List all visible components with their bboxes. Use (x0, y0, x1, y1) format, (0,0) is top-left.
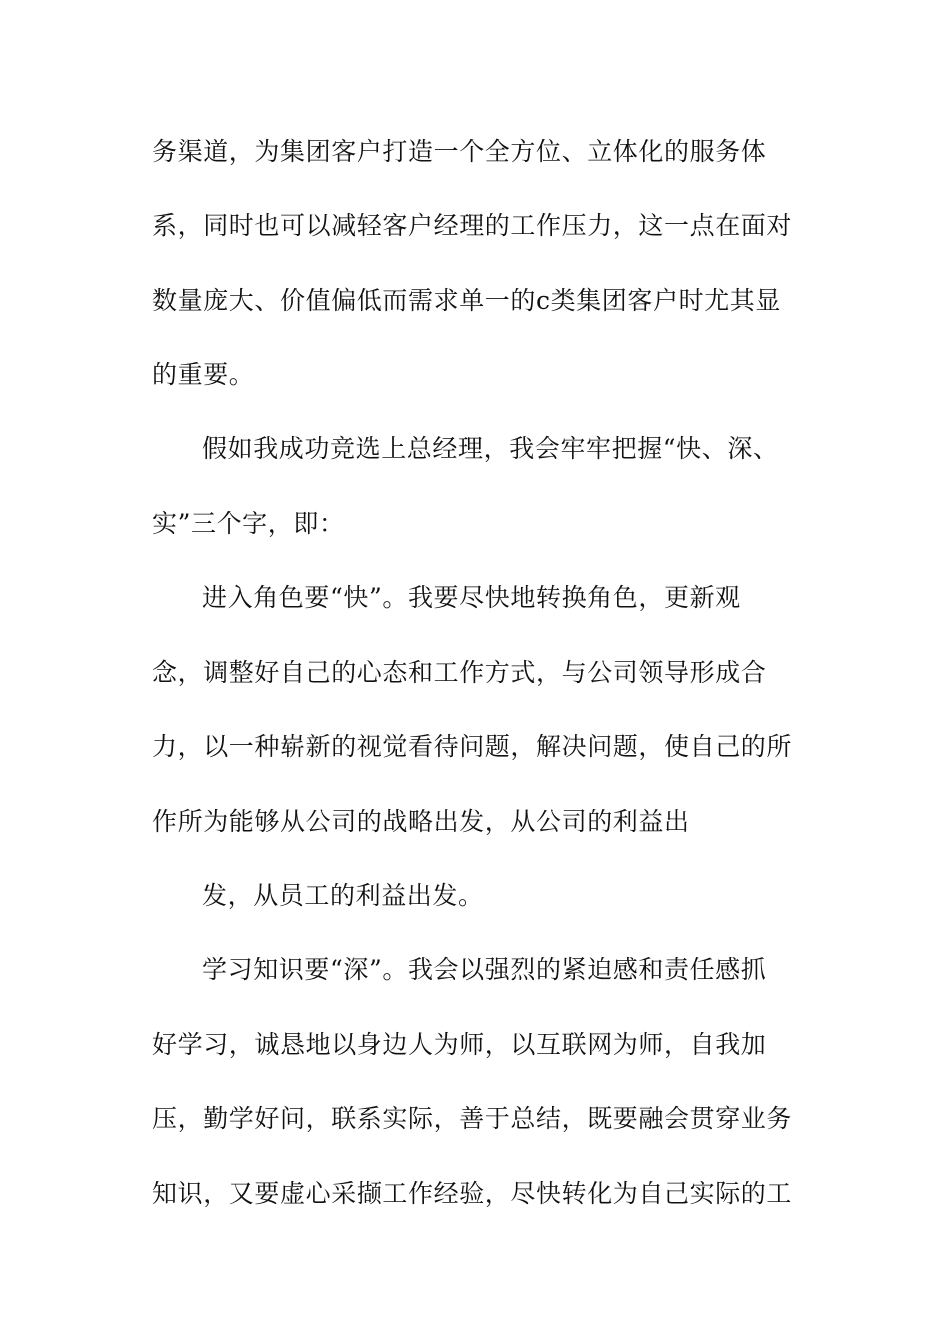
paragraph-line: 假如我成功竞选上总经理，我会牢牢把握“快、深、 (202, 434, 779, 463)
paragraph-line: 学习知识要“深”。我会以强烈的紧迫感和责任感抓 (202, 955, 767, 984)
paragraph-line: 进入角色要“快”。我要尽快地转换角色，更新观 (202, 583, 741, 612)
paragraph-line: 力，以一种崭新的视觉看待问题，解决问题，使自己的所 (152, 732, 793, 761)
paragraph-line: 作所为能够从公司的战略出发，从公司的利益出 (152, 807, 690, 836)
paragraph-line: 念，调整好自己的心态和工作方式，与公司领导形成合 (152, 658, 767, 687)
paragraph-line: 知识，又要虚心采撷工作经验，尽快转化为自己实际的工 (152, 1179, 793, 1208)
paragraph-line: 好学习，诚恳地以身边人为师，以互联网为师，自我加 (152, 1030, 767, 1059)
paragraph-line: 系，同时也可以减轻客户经理的工作压力，这一点在面对 (152, 211, 793, 240)
paragraph-line: 发，从员工的利益出发。 (202, 881, 484, 910)
paragraph-line: 实”三个字，即： (152, 509, 345, 538)
paragraph-line: 压，勤学好问，联系实际，善于总结，既要融会贯穿业务 (152, 1104, 793, 1133)
paragraph-line: 数量庞大、价值偏低而需求单一的c类集团客户时尤其显 (152, 286, 782, 315)
paragraph-line: 的重要。 (152, 360, 255, 389)
paragraph-line: 务渠道，为集团客户打造一个全方位、立体化的服务体 (152, 137, 767, 166)
